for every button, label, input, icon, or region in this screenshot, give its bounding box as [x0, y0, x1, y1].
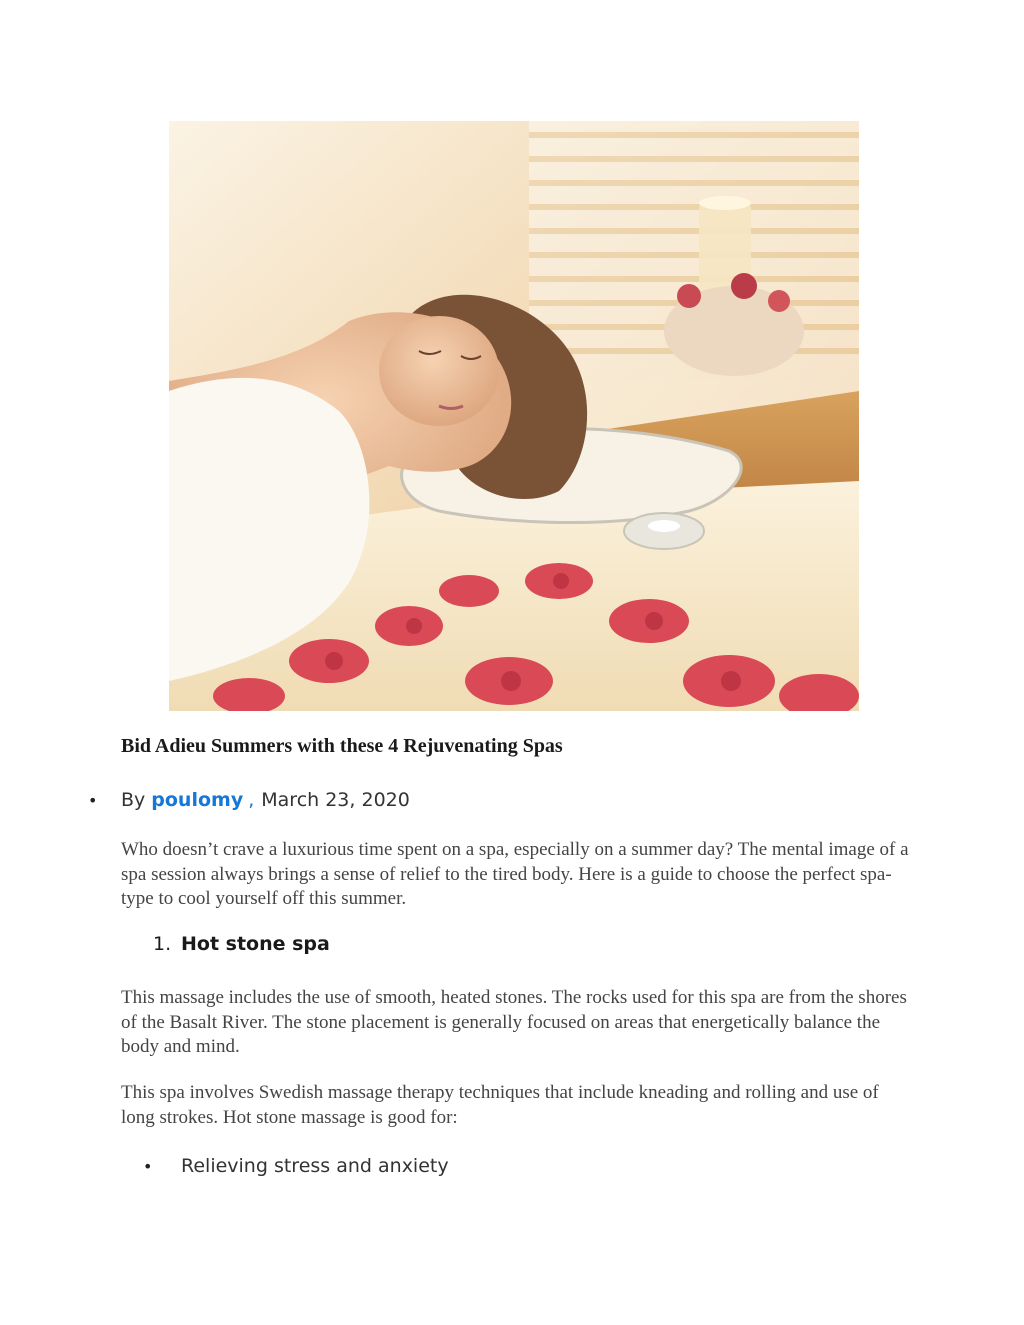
byline-separator: ,: [248, 789, 255, 811]
bullet-icon: •: [143, 1156, 153, 1176]
byline: [88, 785, 410, 815]
bullet-icon: •: [88, 790, 98, 810]
section-title: Hot stone spa: [181, 933, 330, 955]
section-number: 1.: [153, 933, 172, 955]
publish-date: March 23, 2020: [261, 789, 410, 811]
list-item-text: Relieving stress and anxiety: [181, 1155, 449, 1177]
section-heading: [153, 933, 330, 955]
by-label: By: [121, 789, 146, 811]
hero-image: [169, 121, 859, 711]
article-title: Bid Adieu Summers with these 4 Rejuvenating Spas: [121, 735, 563, 757]
section-paragraph: This massage includes the use of smooth, heated stones. The rocks used for this spa are from the shores of the Basalt River. The stone placement is generally focused on areas that energetically balance the body and mind.: [121, 987, 907, 1057]
author-link[interactable]: poulomy: [151, 789, 244, 811]
list-item: [143, 1155, 449, 1177]
section-paragraph: This spa involves Swedish massage therapy techniques that include kneading and rolling and use of long strokes. Hot stone massage is good for:: [121, 1082, 879, 1128]
intro-paragraph: Who doesn’t crave a luxurious time spent on a spa, especially on a summer day? The mental image of a spa session always brings a sense of relief to the tired body. Here is a guide to choose the perfect spa-type to cool yourself off this summer.: [121, 839, 909, 909]
